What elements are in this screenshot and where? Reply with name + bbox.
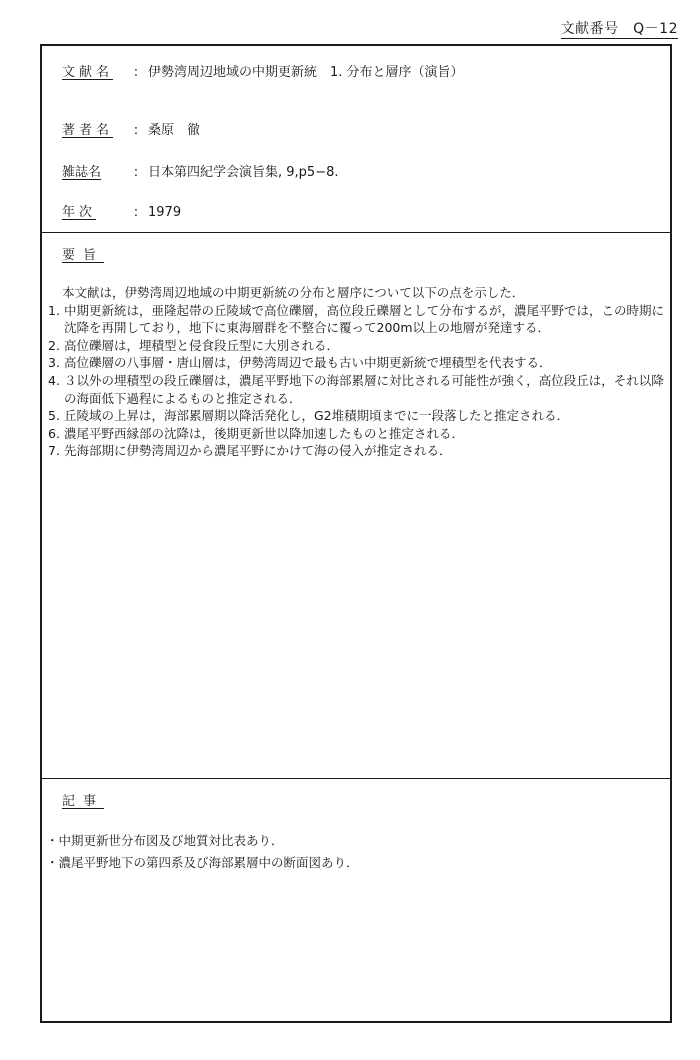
summary-item	[48, 302, 666, 337]
document-frame	[40, 44, 672, 1023]
summary-body	[48, 284, 666, 460]
summary-item-number: 6.	[48, 425, 60, 441]
summary-intro: 本文献は，伊勢湾周辺地域の中期更新統の分布と層序について以下の点を示した．	[62, 285, 525, 300]
summary-item-text: 先海部期に伊勢湾周辺から濃尾平野にかけて海の侵入が推定される．	[64, 443, 452, 459]
title-field: 文献名 : 伊勢湾周辺地域の中期更新統 1. 分布と層序（演旨）	[62, 65, 464, 80]
document-number: 文献番号 Q－12	[560, 21, 678, 37]
summary-item	[48, 407, 666, 425]
summary-item-number: 4.	[48, 372, 60, 388]
divider-summary	[42, 232, 670, 233]
divider-notes	[42, 778, 670, 779]
notes-heading: 記事	[62, 794, 105, 809]
note-bullet: ・	[46, 833, 59, 848]
summary-item-number: 1.	[48, 302, 60, 318]
summary-item	[48, 442, 666, 460]
summary-item-text: 中期更新統は，亜隆起帯の丘陵域で高位礫層，高位段丘礫層として分布するが，濃尾平野では，この時期に沈降を再開しており，地下に東海層群を不整合に覆って200m以上の地層が発達する．	[64, 302, 665, 336]
year-value: 1979	[148, 205, 182, 220]
summary-item	[48, 337, 666, 355]
journal-label: 雑誌名	[62, 165, 102, 180]
title-label: 文献名	[62, 65, 114, 80]
notes-list	[46, 830, 666, 874]
journal-value: 日本第四紀学会演旨集, 9,p5−8.	[148, 165, 339, 180]
note-item	[46, 830, 666, 852]
summary-item	[48, 372, 666, 407]
note-bullet: ・	[46, 855, 59, 870]
note-item	[46, 852, 666, 874]
summary-item-number: 5.	[48, 408, 60, 424]
author-value: 桑原 徹	[148, 123, 201, 138]
summary-item	[48, 425, 666, 443]
summary-list	[48, 302, 666, 460]
summary-item-text: 濃尾平野西縁部の沈降は，後期更新世以降加速したものと推定される．	[64, 425, 465, 441]
note-text: 濃尾平野地下の第四系及び海部累層中の断面図あり．	[58, 855, 359, 870]
summary-item-number: 2.	[48, 337, 60, 353]
summary-item-text: 高位礫層は，埋積型と侵食段丘型に大別される．	[64, 337, 340, 353]
summary-heading: 要旨	[62, 248, 105, 263]
journal-field: 雑誌名 : 日本第四紀学会演旨集, 9,p5−8.	[62, 165, 339, 180]
year-label: 年次	[62, 205, 97, 220]
author-field: 著者名 : 桑原 徹	[62, 123, 201, 138]
summary-item-number: 3.	[48, 355, 60, 371]
title-value: 伊勢湾周辺地域の中期更新統 1. 分布と層序（演旨）	[148, 65, 464, 80]
author-label: 著者名	[62, 123, 114, 138]
summary-item	[48, 354, 666, 372]
summary-item-text: 丘陵域の上昇は，海部累層期以降活発化し，G2堆積期頃までに一段落したと推定される．	[64, 408, 570, 424]
summary-item-text: ３以外の埋積型の段丘礫層は，濃尾平野地下の海部累層に対比される可能性が強く，高位段丘は，それ以降の海面低下過程によるものと推定される．	[64, 372, 664, 406]
note-text: 中期更新世分布図及び地質対比表あり．	[58, 833, 284, 848]
summary-item-text: 高位礫層の八事層・唐山層は，伊勢湾周辺で最も古い中期更新統で埋積型を代表する．	[64, 355, 552, 371]
year-field: 年次 : 1979	[62, 205, 182, 220]
summary-item-number: 7.	[48, 443, 60, 459]
